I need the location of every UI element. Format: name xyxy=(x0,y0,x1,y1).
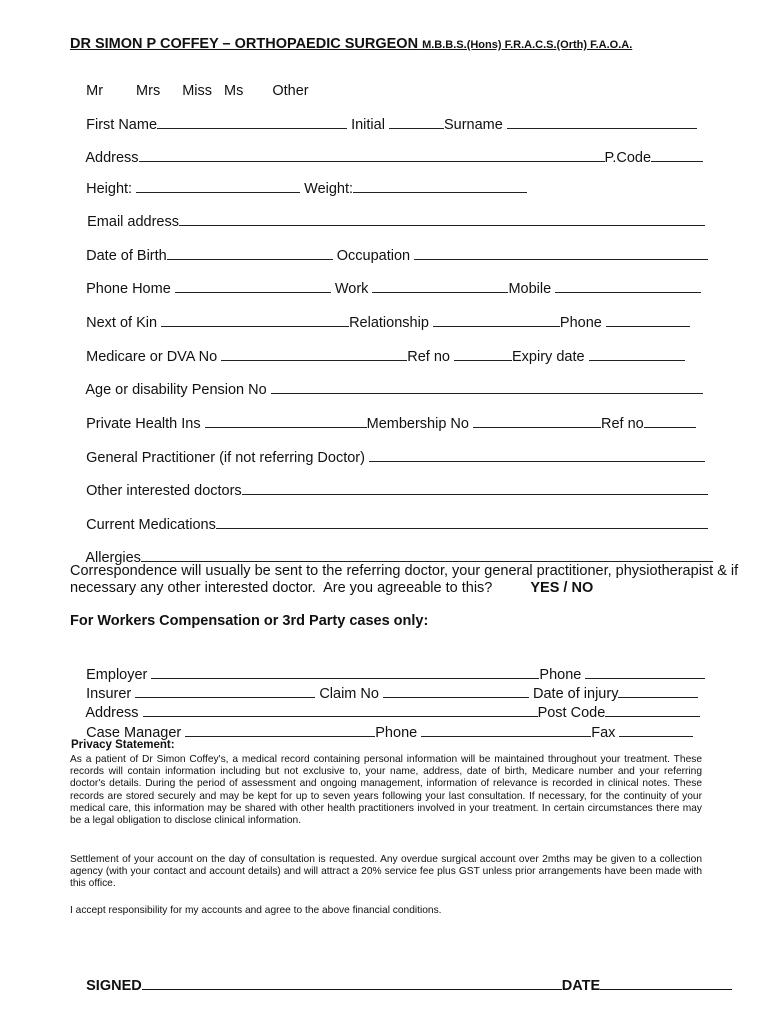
email-label: Email address xyxy=(87,214,179,230)
medications-field[interactable] xyxy=(216,514,708,529)
medicare-label: Medicare or DVA No xyxy=(86,349,218,365)
form-title xyxy=(70,35,632,54)
next-of-kin-field[interactable] xyxy=(161,312,349,327)
height-field[interactable] xyxy=(136,178,300,193)
health-ref-field[interactable] xyxy=(644,413,696,428)
postcode-field[interactable] xyxy=(651,147,703,162)
mobile-field[interactable] xyxy=(555,278,701,293)
other-doctors-field[interactable] xyxy=(242,480,708,495)
signed-label: SIGNED xyxy=(86,978,142,994)
signature-field[interactable] xyxy=(142,975,562,990)
settlement-statement: Settlement of your account on the day of consultation is requested. Any overdue surgical account over 2mths may be given to a collection agency (with your contact and account details) and will attract a 20% service fee plus GST unless prior arrangements have been made with this office. xyxy=(70,854,702,890)
fax-field[interactable] xyxy=(619,722,693,737)
medicare-ref-label: Ref no xyxy=(407,349,450,365)
dob-field[interactable] xyxy=(167,245,333,260)
medicare-field[interactable] xyxy=(221,346,407,361)
date-field[interactable] xyxy=(600,975,732,990)
correspondence-line-1: Correspondence will usually be sent to the referring doctor, your general practitioner, physiotherapist & if xyxy=(70,563,739,579)
first-name-label: First Name xyxy=(86,117,158,133)
claim-no-label: Claim No xyxy=(319,686,379,702)
next-of-kin-label: Next of Kin xyxy=(86,315,158,331)
allergies-field[interactable] xyxy=(141,547,713,562)
case-manager-row xyxy=(70,704,693,760)
privacy-statement: As a patient of Dr Simon Coffey's, a medical record containing personal information will be maintained throughout your treatment. These records will contain information including but not exclusive to, your name, address, date of birth, Medicare number and your referring doctor's details. During the period of assessment and ongoing management, information of relevance is recorded in clinical notes. These records are stored securely and may be kept for up to seven years following your last consultation. If necessary, for the continuity of your medical care, this information may be shared with other health practitioners involved in your treatment. In certain circumstances there may be a legal obligation to disclose clinical information. xyxy=(70,754,702,827)
privacy-heading: Privacy Statement: xyxy=(71,739,175,751)
address-label: Address xyxy=(85,150,139,166)
accept-statement: I accept responsibility for my accounts and agree to the above financial conditions. xyxy=(70,905,442,916)
phone-home-label: Phone Home xyxy=(86,281,171,297)
title-option-mr[interactable]: Mr xyxy=(86,83,104,99)
weight-label: Weight: xyxy=(304,181,354,197)
membership-label: Membership No xyxy=(366,416,469,432)
membership-field[interactable] xyxy=(473,413,601,428)
case-manager-phone-label: Phone xyxy=(375,725,418,741)
case-manager-phone-field[interactable] xyxy=(421,722,591,737)
work-label: Work xyxy=(334,281,369,297)
title-option-miss[interactable]: Miss xyxy=(182,83,213,99)
signature-row xyxy=(70,957,732,1013)
expiry-label: Expiry date xyxy=(512,349,585,365)
occupation-label: Occupation xyxy=(336,248,411,264)
initial-field[interactable] xyxy=(389,114,444,129)
workers-address-label: Address xyxy=(85,705,139,721)
allergies-label: Allergies xyxy=(85,550,141,566)
workers-comp-heading: For Workers Compensation or 3rd Party cases only: xyxy=(70,613,429,629)
surgeon-qualifications: M.B.B.S.(Hons) F.R.A.C.S.(Orth) F.A.O.A. xyxy=(422,39,633,51)
dob-label: Date of Birth xyxy=(86,248,167,264)
initial-label: Initial xyxy=(351,117,385,133)
other-doctors-label: Other interested doctors xyxy=(86,483,242,499)
private-health-label: Private Health Ins xyxy=(86,416,201,432)
expiry-field[interactable] xyxy=(589,346,685,361)
post-code-label: Post Code xyxy=(537,705,606,721)
date-of-injury-label: Date of injury xyxy=(533,686,619,702)
title-option-other[interactable]: Other xyxy=(272,83,309,99)
occupation-field[interactable] xyxy=(414,245,708,260)
surname-label: Surname xyxy=(443,117,503,133)
private-health-field[interactable] xyxy=(205,413,367,428)
gp-label: General Practitioner (if not referring Doctor) xyxy=(86,450,365,466)
employer-label: Employer xyxy=(86,667,148,683)
surgeon-name: DR SIMON P COFFEY – ORTHOPAEDIC SURGEON xyxy=(70,36,419,52)
date-label: DATE xyxy=(561,978,601,994)
work-phone-field[interactable] xyxy=(372,278,508,293)
medicare-ref-field[interactable] xyxy=(454,346,512,361)
mobile-label: Mobile xyxy=(508,281,552,297)
relationship-label: Relationship xyxy=(349,315,429,331)
fax-label: Fax xyxy=(591,725,616,741)
kin-phone-label: Phone xyxy=(559,315,602,331)
email-field[interactable] xyxy=(179,211,705,226)
case-manager-field[interactable] xyxy=(185,722,375,737)
pension-field[interactable] xyxy=(271,379,703,394)
pension-label: Age or disability Pension No xyxy=(85,382,267,398)
gp-field[interactable] xyxy=(369,447,705,462)
relationship-field[interactable] xyxy=(433,312,560,327)
weight-field[interactable] xyxy=(353,178,527,193)
surname-field[interactable] xyxy=(507,114,697,129)
phone-home-field[interactable] xyxy=(175,278,331,293)
medications-label: Current Medications xyxy=(86,517,216,533)
correspondence-line-2 xyxy=(70,579,593,597)
height-label: Height: xyxy=(86,181,133,197)
health-ref-label: Ref no xyxy=(600,416,644,432)
title-option-mrs[interactable]: Mrs xyxy=(136,83,161,99)
yes-no-option[interactable]: YES / NO xyxy=(530,580,594,596)
insurer-label: Insurer xyxy=(86,686,132,702)
title-option-ms[interactable]: Ms xyxy=(224,83,244,99)
first-name-field[interactable] xyxy=(157,114,347,129)
employer-phone-label: Phone xyxy=(539,667,582,683)
correspondence-question: necessary any other interested doctor. Are you agreeable to this? xyxy=(70,580,493,596)
case-manager-label: Case Manager xyxy=(86,725,182,741)
postcode-label: P.Code xyxy=(604,150,652,166)
kin-phone-field[interactable] xyxy=(606,312,690,327)
